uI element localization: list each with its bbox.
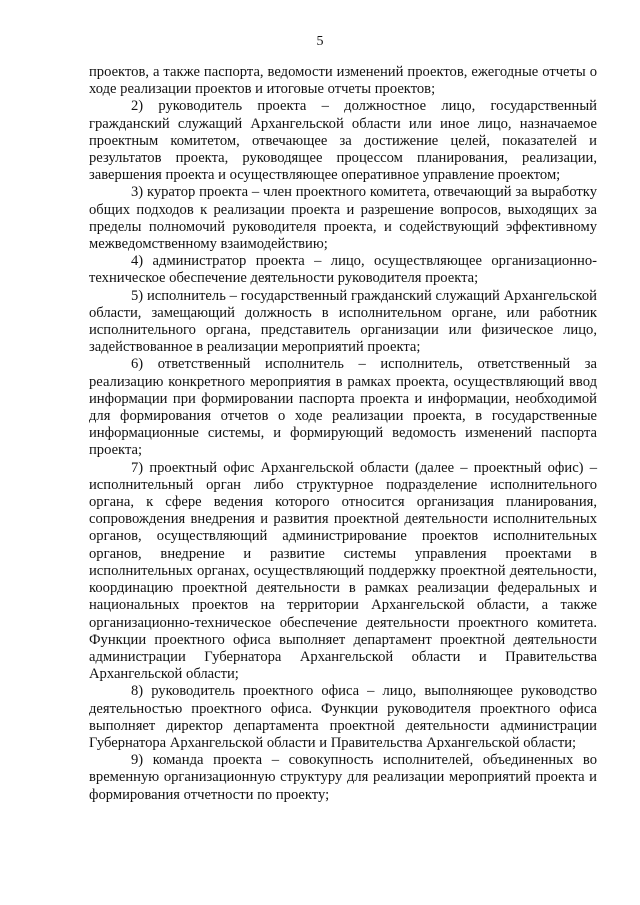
paragraph-item-8: 8) руководитель проектного офиса – лицо, выполняющее руководство деятельностью проектного офиса. Функции руководителя проектного офиса выполняет директор департамента проектной деятельности администрации Губернатора Архангельской области и Правительства Архангельской области; — [89, 683, 597, 751]
paragraph-item-4: 4) администратор проекта – лицо, осуществляющее организационно-техническое обеспечение деятельности руководителя проекта; — [89, 253, 597, 287]
page-number: 5 — [316, 34, 324, 49]
paragraph-item-6: 6) ответственный исполнитель – исполнитель, ответственный за реализацию конкретного мероприятия в рамках проекта, осуществляющий ввод информации при формировании паспорта проекта и информации, необходимой для формирования отчетов о ходе реализации проекта, в государственные информационные системы, и формирующий ведомость изменений паспорта проекта; — [89, 356, 597, 459]
paragraph-item-7: 7) проектный офис Архангельской области (далее – проектный офис) – исполнительный орган либо структурное подразделение исполнительного органа, к сфере ведения которого относится организация планирования, сопровождения внедрения и развития проектной деятельности исполнительных органов, осуществляющий администрирование проектов исполнительных органов, внедрение и развитие системы управления проектами в исполнительных органах, осуществляющий поддержку проектной деятельности, координацию проектной деятельности в рамках реализации федеральных и национальных проектов на территории Архангельской области, а также организационно-техническое обеспечение деятельности проектного комитета. Функции проектного офиса выполняет департамент проектной деятельности администрации Губернатора Архангельской области и Правительства Архангельской области; — [89, 459, 597, 683]
paragraph-continuation: проектов, а также паспорта, ведомости изменений проектов, ежегодные отчеты о ходе реализации проектов и итоговые отчеты проектов; — [89, 64, 597, 98]
paragraph-item-5: 5) исполнитель – государственный гражданский служащий Архангельской области, замещающий должность в исполнительном органе, или работник исполнительного органа, представитель организации или физическое лицо, задействованное в реализации мероприятий проекта; — [89, 287, 597, 356]
paragraph-item-3: 3) куратор проекта – член проектного комитета, отвечающий за выработку общих подходов к реализации проекта и разрешение вопросов, выходящих за пределы полномочий руководителя проекта, и содействующий эффективному межведомственному взаимодействию; — [89, 184, 597, 253]
paragraph-item-2: 2) руководитель проекта – должностное лицо, государственный гражданский служащий Архангельской области или иное лицо, назначаемое проектным комитетом, отвечающее за достижение целей, показателей и результатов проекта, руководящее процессом планирования, реализации, завершения проекта и осуществляющее оперативное управление проектом; — [89, 98, 597, 184]
paragraph-item-9: 9) команда проекта – совокупность исполнителей, объединенных во временную организационную структуру для реализации мероприятий проекта и формирования отчетности по проекту; — [89, 752, 597, 803]
document-body — [89, 64, 597, 804]
